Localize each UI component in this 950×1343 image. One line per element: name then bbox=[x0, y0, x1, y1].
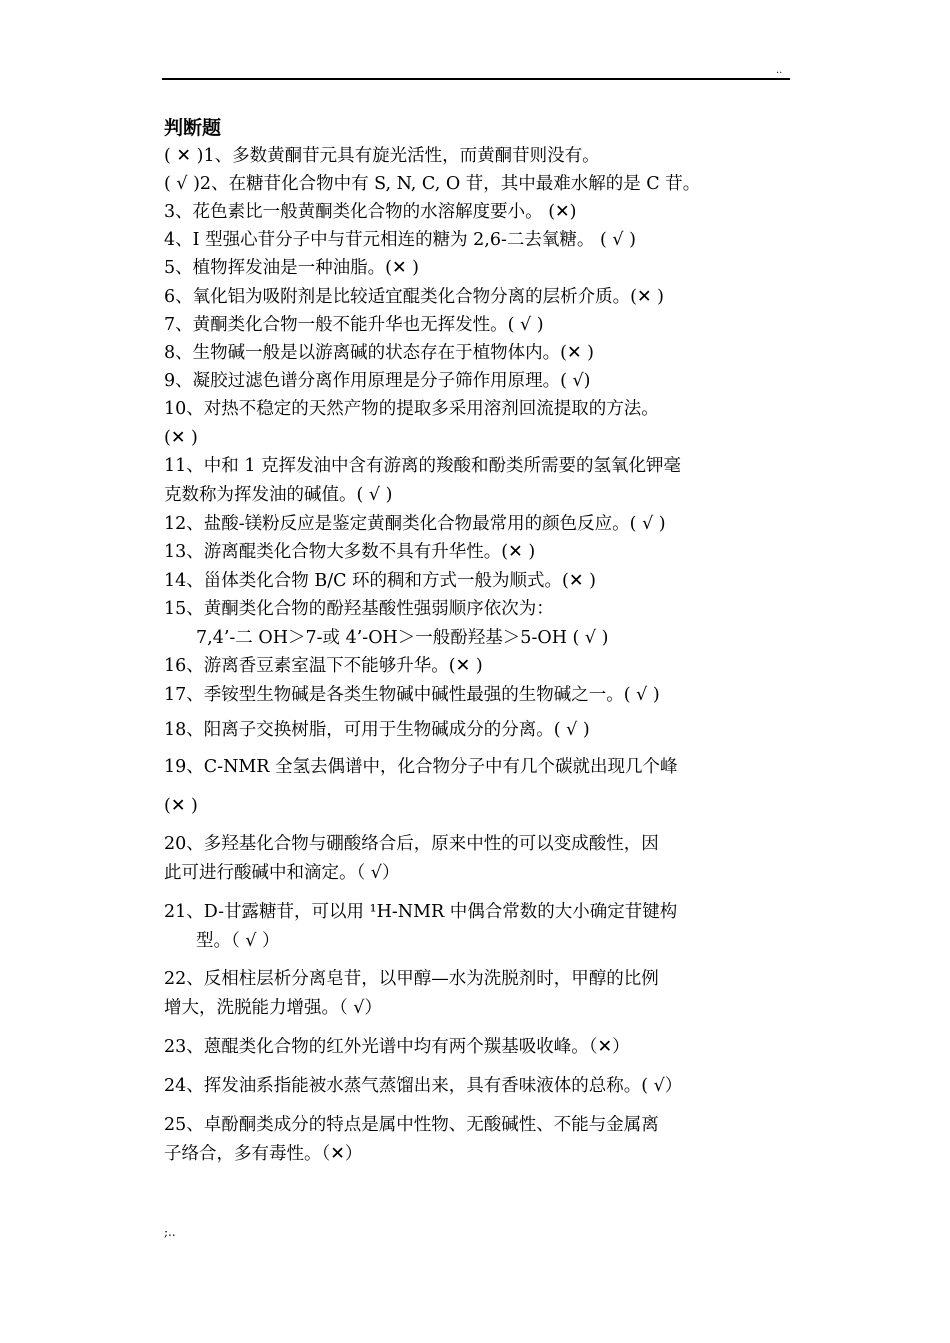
question-11-line-2: 克数称为挥发油的碱值。( √ ) bbox=[164, 485, 393, 505]
question-20-line-1: 20、多羟基化合物与硼酸络合后，原来中性的可以变成酸性，因 bbox=[164, 834, 659, 854]
footer-mark: ;.. bbox=[164, 1225, 176, 1239]
question-9: 9、凝胶过滤色谱分离作用原理是分子筛作用原理。( √) bbox=[164, 371, 591, 391]
question-21-line-1: 21、D-甘露糖苷，可以用 ¹H-NMR 中偶合常数的大小确定苷键构 bbox=[164, 902, 678, 922]
question-4: 4、I 型强心苷分子中与苷元相连的糖为 2,6-二去氧糖。 ( √ ) bbox=[164, 230, 636, 250]
question-18: 18、阳离子交换树脂，可用于生物碱成分的分离。( √ ) bbox=[164, 720, 590, 740]
question-16: 16、游离香豆素室温下不能够升华。(✕ ) bbox=[164, 656, 483, 676]
question-24: 24、挥发油系指能被水蒸气蒸馏出来，具有香味液体的总称。( √） bbox=[164, 1076, 683, 1096]
question-25-line-2: 子络合，多有毒性。（✕） bbox=[164, 1144, 363, 1164]
question-22-line-2: 增大，洗脱能力增强。（ √） bbox=[164, 998, 382, 1018]
question-23: 23、蒽醌类化合物的红外光谱中均有两个羰基吸收峰。（✕） bbox=[164, 1037, 630, 1057]
question-2: ( √ )2、在糖苷化合物中有 S, N, C, O 苷，其中最难水解的是 C 苷。 bbox=[164, 174, 701, 194]
question-19-line-1: 19、C-NMR 全氢去偶谱中，化合物分子中有几个碳就出现几个峰 bbox=[164, 757, 678, 777]
section-title: 判断题 bbox=[164, 117, 222, 139]
question-20-line-2: 此可进行酸碱中和滴定。（ √） bbox=[164, 863, 400, 883]
question-10-line-1: 10、对热不稳定的天然产物的提取多采用溶剂回流提取的方法。 bbox=[164, 399, 659, 419]
header-rule bbox=[162, 78, 790, 80]
question-22-line-1: 22、反相柱层析分离皂苷，以甲醇—水为洗脱剂时，甲醇的比例 bbox=[164, 969, 659, 989]
question-10-line-2: (✕ ) bbox=[164, 428, 198, 448]
question-17: 17、季铵型生物碱是各类生物碱中碱性最强的生物碱之一。( √ ) bbox=[164, 685, 660, 705]
question-25-line-1: 25、卓酚酮类成分的特点是属中性物、无酸碱性、不能与金属离 bbox=[164, 1115, 659, 1135]
question-7: 7、黄酮类化合物一般不能升华也无挥发性。( √ ) bbox=[164, 315, 544, 335]
question-3: 3、花色素比一般黄酮类化合物的水溶解度要小。 (✕) bbox=[164, 202, 577, 222]
question-12: 12、盐酸-镁粉反应是鉴定黄酮类化合物最常用的颜色反应。( √ ) bbox=[164, 514, 666, 534]
question-6: 6、氧化铝为吸附剂是比较适宜醌类化合物分离的层析介质。(✕ ) bbox=[164, 287, 665, 307]
question-11-line-1: 11、中和 1 克挥发油中含有游离的羧酸和酚类所需要的氢氧化钾毫 bbox=[164, 456, 682, 476]
question-19-line-2: (✕ ) bbox=[164, 796, 198, 816]
question-15-line-1: 15、黄酮类化合物的酚羟基酸性强弱顺序依次为： bbox=[164, 599, 554, 619]
question-13: 13、游离醌类化合物大多数不具有升华性。(✕ ) bbox=[164, 542, 536, 562]
question-5: 5、植物挥发油是一种油脂。(✕ ) bbox=[164, 258, 420, 278]
header-mark: .. bbox=[776, 65, 783, 76]
question-14: 14、甾体类化合物 B/C 环的稠和方式一般为顺式。(✕ ) bbox=[164, 571, 596, 591]
question-1: ( ✕ )1、多数黄酮苷元具有旋光活性，而黄酮苷则没有。 bbox=[164, 146, 600, 166]
question-8: 8、生物碱一般是以游离碱的状态存在于植物体内。(✕ ) bbox=[164, 343, 595, 363]
question-21-line-2: 型。（ √ ） bbox=[196, 931, 280, 951]
question-15-line-2: 7,4’-二 OH＞7-或 4’-OH＞一般酚羟基＞5-OH ( √ ) bbox=[196, 628, 609, 648]
